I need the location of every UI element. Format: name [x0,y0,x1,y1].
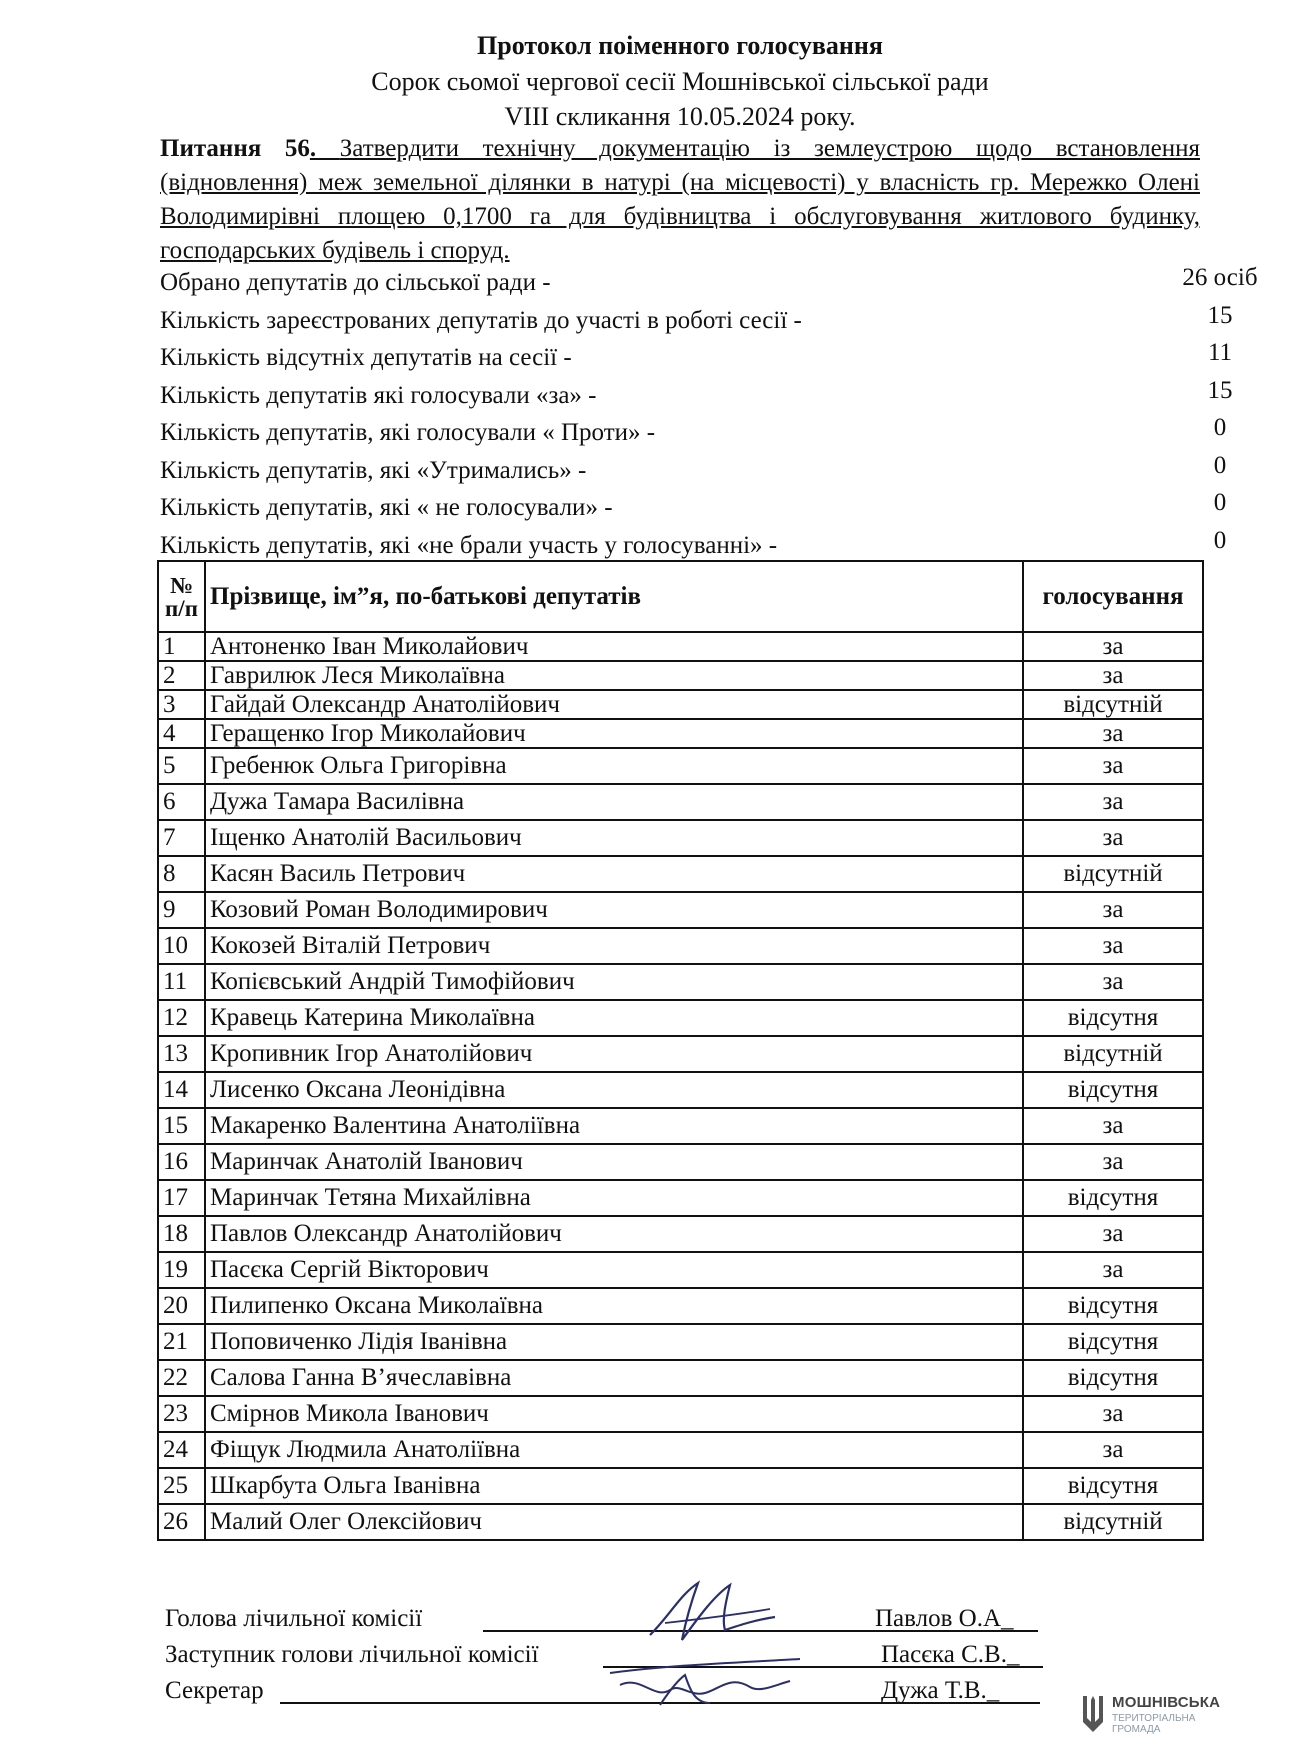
question-block [160,132,1200,268]
table-row [158,1216,1203,1252]
deputy-name: Геращенко Ігор Миколайович [205,719,1023,748]
deputy-name: Шкарбута Ольга Іванівна [205,1468,1023,1504]
row-number: 4 [158,719,205,748]
row-number: 19 [158,1252,205,1288]
table-row [158,856,1203,892]
vote-result: відсутня [1023,1288,1203,1324]
stat-label: Кількість депутатів, які «Утримались» - [160,456,587,484]
stat-elected [160,264,1258,304]
signature-role: Голова лічильної комісії [165,1605,423,1632]
stat-against [160,414,1227,454]
deputy-name: Копієвський Андрій Тимофійович [205,964,1023,1000]
trident-icon [1080,1692,1106,1736]
deputy-name: Кропивник Ігор Анатолійович [205,1036,1023,1072]
row-number: 9 [158,892,205,928]
deputy-name: Гаврилюк Леся Миколаївна [205,661,1023,690]
signatory-name: Дужа Т.В._ [881,1677,1000,1704]
vote-result: за [1023,1216,1203,1252]
row-number: 25 [158,1468,205,1504]
table-row [158,820,1203,856]
document-title: Протокол поіменного голосування [477,31,883,60]
table-row [158,892,1203,928]
table-row [158,1432,1203,1468]
table-row [158,1072,1203,1108]
vote-result: відсутній [1023,1036,1203,1072]
question-number: Питання 56 [160,135,310,162]
signature-row-chair [165,1602,1065,1638]
table-row [158,1144,1203,1180]
row-number: 2 [158,661,205,690]
stat-value: 26 осіб [1182,264,1258,291]
table-row [158,719,1203,748]
row-number: 18 [158,1216,205,1252]
deputy-name: Пасєка Сергій Вікторович [205,1252,1023,1288]
vote-result: за [1023,784,1203,820]
deputy-name: Поповиченко Лідія Іванівна [205,1324,1023,1360]
row-number: 13 [158,1036,205,1072]
deputy-name: Касян Василь Петрович [205,856,1023,892]
column-header-number: № п/п [158,561,205,632]
table-row [158,784,1203,820]
table-row [158,1468,1203,1504]
vote-result: відсутня [1023,1072,1203,1108]
row-number: 8 [158,856,205,892]
deputy-name: Павлов Олександр Анатолійович [205,1216,1023,1252]
vote-result: відсутня [1023,1360,1203,1396]
row-number: 16 [158,1144,205,1180]
logo-subtitle: ГРОМАДА [1112,1724,1161,1735]
deputy-name: Салова Ганна В’ячеславівна [205,1360,1023,1396]
vote-result: за [1023,1396,1203,1432]
vote-result: за [1023,661,1203,690]
vote-result: за [1023,1108,1203,1144]
table-row [158,661,1203,690]
stat-registered [160,301,1233,342]
table-row [158,1396,1203,1432]
stat-label: Обрано депутатів до сільської ради - [160,269,551,296]
table-row [158,690,1203,719]
vote-result: за [1023,892,1203,928]
table-row [158,1504,1203,1540]
row-number: 11 [158,964,205,1000]
table-row [158,1180,1203,1216]
signature-role: Заступник голови лічильної комісії [165,1641,539,1668]
vote-result: за [1023,1252,1203,1288]
deputy-name: Малий Олег Олексійович [205,1504,1023,1540]
row-number: 22 [158,1360,205,1396]
table-header-row [158,561,1203,632]
handwritten-signature-1 [640,1575,780,1650]
stat-value: 0 [1213,526,1227,554]
deputy-name: Макаренко Валентина Анатоліївна [205,1108,1023,1144]
table-row [158,964,1203,1000]
deputy-name: Фіщук Людмила Анатоліївна [205,1432,1023,1468]
table-row [158,1108,1203,1144]
row-number: 12 [158,1000,205,1036]
column-header-vote: голосування [1023,561,1203,632]
logo-name: МОШНІВСЬКА [1112,1694,1221,1711]
row-number: 10 [158,928,205,964]
deputy-name: Дужа Тамара Василівна [205,784,1023,820]
deputy-name: Козовий Роман Володимирович [205,892,1023,928]
stat-absent [160,339,1233,379]
row-number: 14 [158,1072,205,1108]
stat-label: Кількість зареєстрованих депутатів до участі в роботі сесії - [160,306,802,334]
community-logo [1080,1692,1232,1742]
deputy-name: Лисенко Оксана Леонідівна [205,1072,1023,1108]
row-number: 20 [158,1288,205,1324]
row-number: 23 [158,1396,205,1432]
vote-result: за [1023,820,1203,856]
deputy-name: Гайдай Олександр Анатолійович [205,690,1023,719]
stat-not-voted [160,489,1227,529]
column-header-name: Прізвище, ім”я, по-батькові депутатів [205,561,1023,632]
row-number: 24 [158,1432,205,1468]
stat-for [160,376,1233,417]
deputy-name: Антоненко Іван Миколайович [205,632,1023,661]
stat-value: 15 [1207,301,1233,329]
stat-label: Кількість депутатів які голосували «за» - [160,381,597,409]
handwritten-signature-2 [600,1645,810,1715]
stat-abstained [160,451,1227,492]
vote-result: відсутній [1023,856,1203,892]
table-row [158,1360,1203,1396]
deputy-name: Смірнов Микола Іванович [205,1396,1023,1432]
stat-value: 0 [1213,451,1227,479]
table-row [158,1036,1203,1072]
deputy-name: Кравець Катерина Миколаївна [205,1000,1023,1036]
table-row [158,632,1203,661]
stat-value: 15 [1207,376,1233,404]
session-line: Сорок сьомої чергової сесії Мошнівської сільської ради [371,67,989,96]
table-row [158,1000,1203,1036]
row-number: 7 [158,820,205,856]
row-number: 6 [158,784,205,820]
row-number: 3 [158,690,205,719]
row-number: 15 [158,1108,205,1144]
stat-value: 11 [1207,339,1233,366]
vote-result: відсутня [1023,1180,1203,1216]
row-number: 21 [158,1324,205,1360]
roll-call-table [157,560,1204,1541]
vote-result: за [1023,964,1203,1000]
vote-result: за [1023,1144,1203,1180]
stat-value: 0 [1213,414,1227,441]
row-number: 5 [158,748,205,784]
vote-result: за [1023,928,1203,964]
vote-result: відсутня [1023,1468,1203,1504]
deputy-name: Пилипенко Оксана Миколаївна [205,1288,1023,1324]
vote-result: відсутній [1023,1504,1203,1540]
logo-subtitle: ТЕРИТОРІАЛЬНА [1112,1713,1196,1724]
signature-role: Секретар [165,1677,264,1704]
vote-result: за [1023,719,1203,748]
deputy-name: Кокозей Віталій Петрович [205,928,1023,964]
deputy-name: Маринчак Анатолій Іванович [205,1144,1023,1180]
table-row [158,928,1203,964]
vote-statistics [160,264,1258,566]
table-row [158,1324,1203,1360]
row-number: 1 [158,632,205,661]
stat-label: Кількість відсутніх депутатів на сесії - [160,344,572,371]
signatory-name: Пасєка С.В._ [881,1641,1020,1668]
vote-result: за [1023,632,1203,661]
vote-result: за [1023,748,1203,784]
table-row [158,748,1203,784]
vote-result: за [1023,1432,1203,1468]
row-number: 26 [158,1504,205,1540]
signatory-name: Павлов О.А_ [875,1605,1014,1632]
stat-value: 0 [1213,489,1227,516]
vote-result: відсутня [1023,1324,1203,1360]
row-number: 17 [158,1180,205,1216]
deputy-name: Іщенко Анатолій Васильович [205,820,1023,856]
question-text: Затвердити технічну документацію із землеустрою щодо встановлення (відновлення) меж земельної ділянки в натурі (на місцевості) у власність гр. Мережко Олені Володимирівні площею 0,1700 га для будівництва і обслуговування житлового будинку, господарських будівель і споруд. [160,135,1200,264]
stat-label: Кількість депутатів, які голосували « Проти» - [160,419,656,446]
stat-label: Кількість депутатів, які « не голосували» - [160,494,613,521]
vote-result: відсутній [1023,690,1203,719]
question-separator: . [309,135,340,162]
table-row [158,1288,1203,1324]
stat-label: Кількість депутатів, які «не брали участь у голосуванні» - [160,531,778,559]
vote-result: відсутня [1023,1000,1203,1036]
deputy-name: Гребенюк Ольга Григорівна [205,748,1023,784]
deputy-name: Маринчак Тетяна Михайлівна [205,1180,1023,1216]
table-row [158,1252,1203,1288]
convocation-line: VIII скликання 10.05.2024 року. [504,102,856,131]
